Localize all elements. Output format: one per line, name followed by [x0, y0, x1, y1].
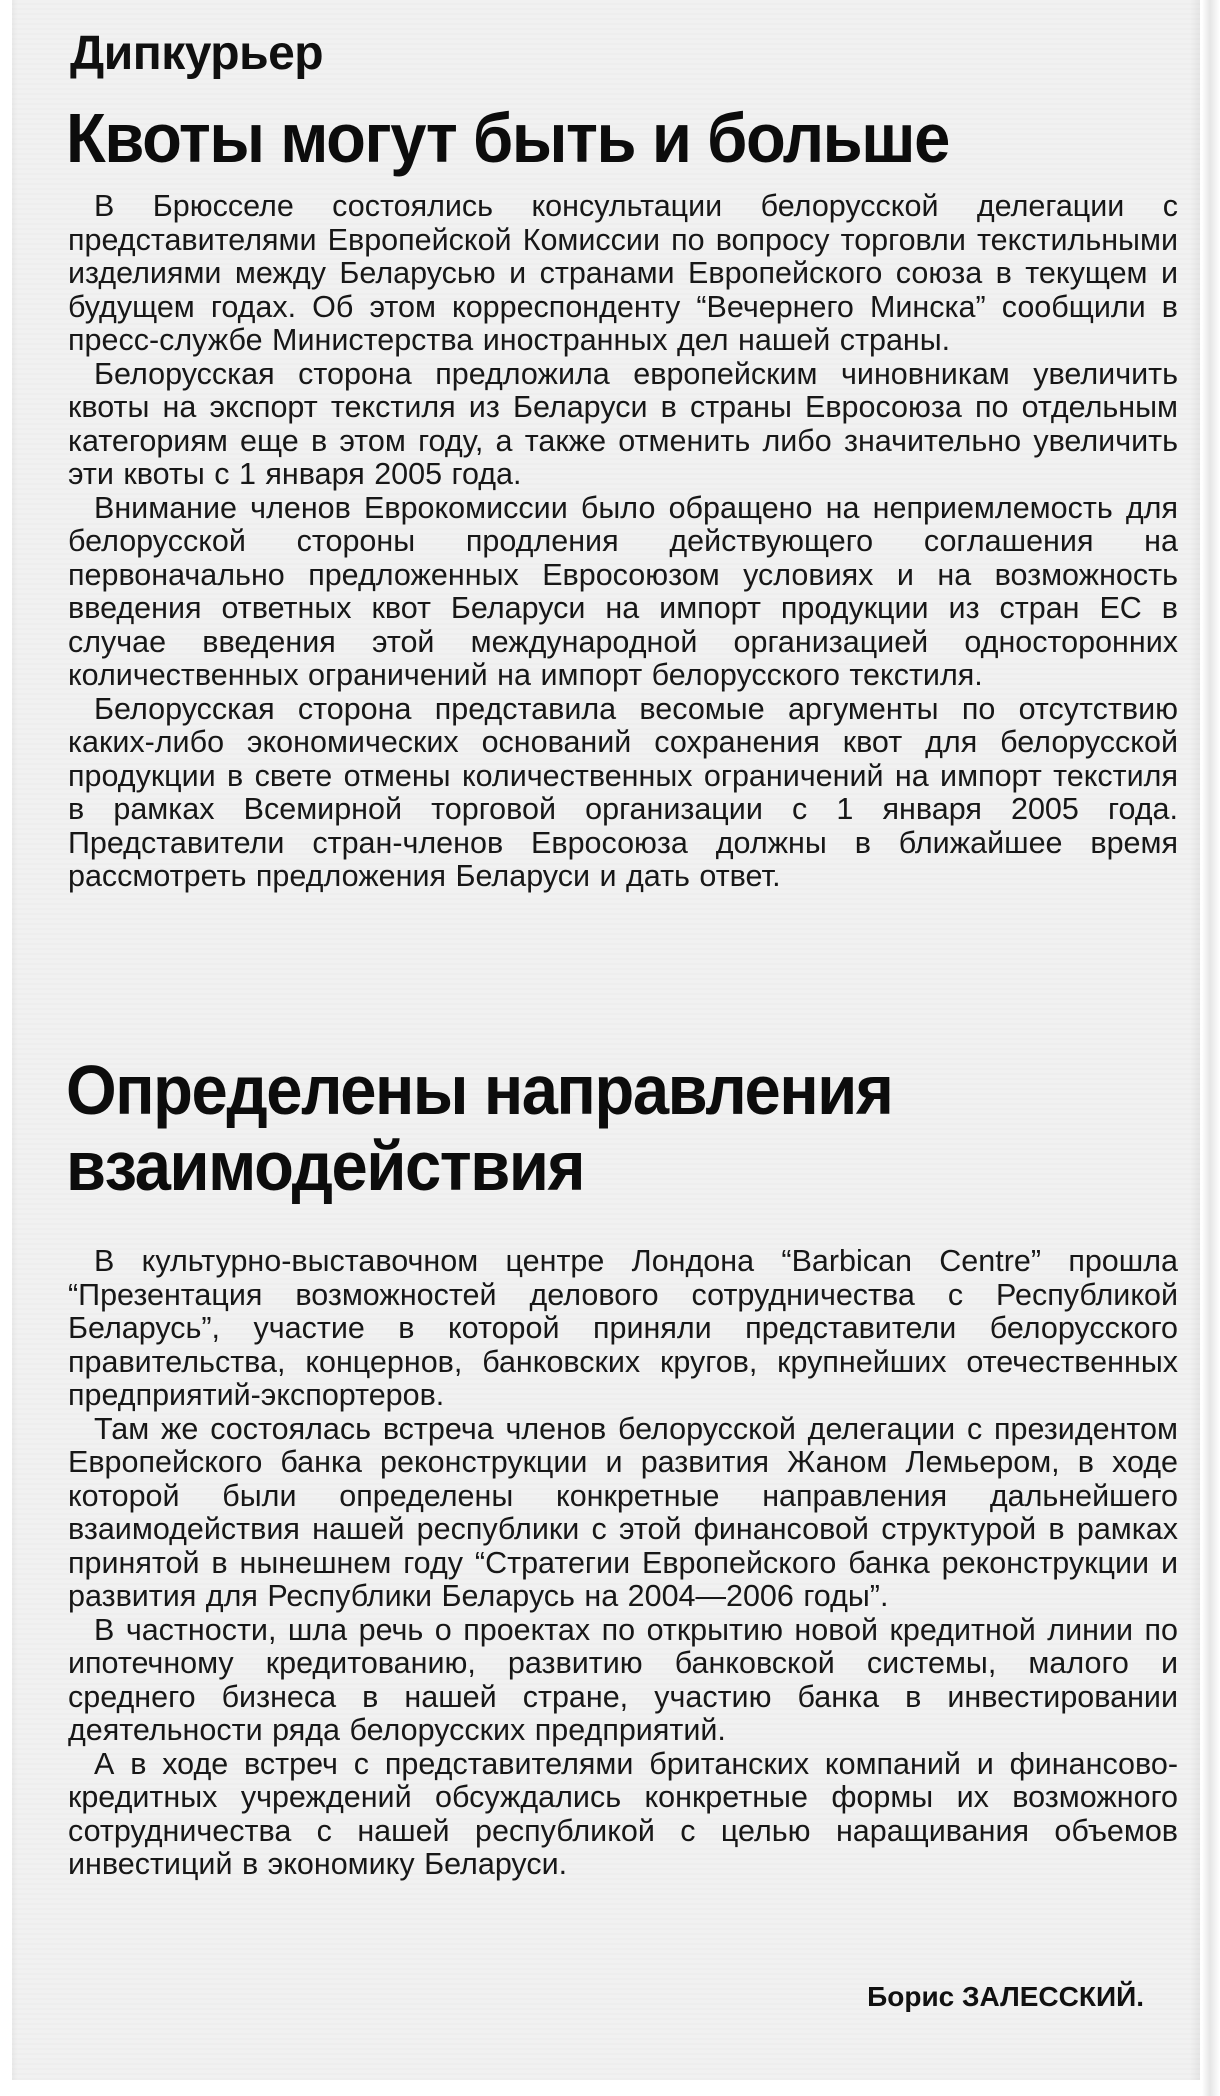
article2-paragraph: А в ходе встреч с представителями британских компаний и финансово-кредитных учреждений обсуждались конкретные формы их возможного сотрудничества с нашей республикой с целью наращивания объемов инвестиций в экономику Беларуси. [68, 1746, 1178, 1881]
article2-title-line2: взаимодействия [66, 1127, 585, 1205]
article1-title: Квоты могут быть и больше [66, 99, 949, 177]
article1-paragraph: В Брюсселе состоялись консультации белорусской делегации с представителями Европейской Комиссии по вопросу торговли текстильными изделиями между Беларусью и странами Европейского союза в текущем и будущем годах. Об этом корреспонденту “Вечернего Минска” сообщили в пресс-службе Министерства иностранных дел нашей страны. [68, 189, 1178, 357]
article2-paragraph: В частности, шла речь о проектах по открытию новой кредитной линии по ипотечному кредитованию, развитию банковской системы, малого и среднего бизнеса в нашей стране, участию банка в инвестировании деятельности ряда белорусских предприятий. [68, 1612, 1178, 1747]
author-byline: Борис ЗАЛЕССКИЙ. [867, 1981, 1144, 2012]
scan-edge-shadow [1202, 0, 1220, 2096]
article2-paragraph: В культурно-выставочном центре Лондона “Barbican Centre” прошла “Презентация возможностей делового сотрудничества с Республикой Беларусь”, участие в которой приняли представители белорусского правительства, концернов, банковских кругов, крупнейших отечественных предприятий-экспортеров. [68, 1244, 1178, 1412]
article1-body [68, 190, 1178, 894]
article1-paragraph: Внимание членов Еврокомиссии было обращено на неприемлемость для белорусской стороны продления действующего соглашения на первоначально предложенных Евросоюзом условиях и на возможность введения ответных квот Беларуси на импорт продукции из стран ЕС в случае введения этой международной организацией односторонних количественных ограничений на импорт белорусского текстиля. [68, 490, 1178, 692]
article2-title-line1: Определены направления [66, 1051, 893, 1129]
article2-body [68, 1245, 1178, 1882]
article2-paragraph: Там же состоялась встреча членов белорусской делегации с президентом Европейского банка реконструкции и развития Жаном Лемьером, в ходе которой были определены конкретные направления дальнейшего взаимодействия нашей республики с этой финансовой структурой в рамках принятой в нынешнем году “Стратегии Европейского банка реконструкции и развития для Республики Беларусь на 2004—2006 годы”. [68, 1411, 1178, 1613]
article1-paragraph: Белорусская сторона предложила европейским чиновникам увеличить квоты на экспорт текстиля из Беларуси в страны Евросоюза по отдельным категориям еще в этом году, а также отменить либо значительно увеличить эти квоты с 1 января 2005 года. [68, 356, 1178, 491]
newspaper-clipping [12, 0, 1200, 2080]
article1-paragraph: Белорусская сторона представила весомые аргументы по отсутствию каких-либо экономических оснований сохранения квот для белорусской продукции в свете отмены количественных ограничений на импорт текстиля в рамках Всемирной торговой организации с 1 января 2005 года. Представители стран-членов Евросоюза должны в ближайшее время рассмотреть предложения Беларуси и дать ответ. [68, 691, 1178, 893]
rubric-heading: Дипкурьер [70, 27, 324, 80]
